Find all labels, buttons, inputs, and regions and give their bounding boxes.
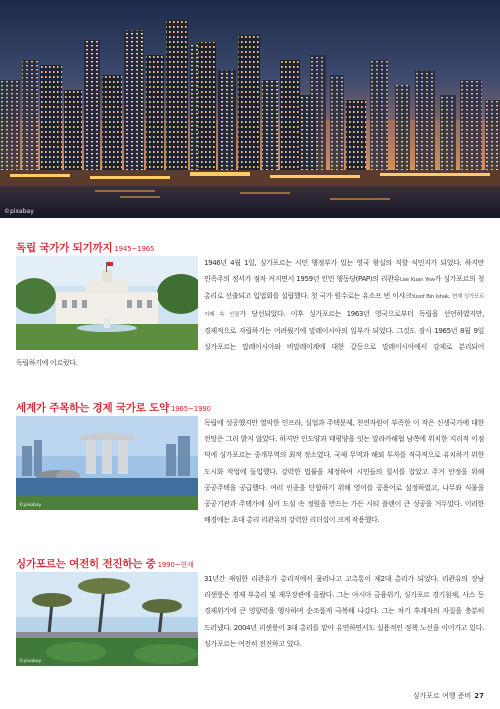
section-title-text: 싱가포르는 여전히 전진하는 중 <box>16 558 156 570</box>
section-independence-yusof-note: Yusof Bin Ishak, 현재 싱가포르 지폐 속 인물 <box>204 294 484 318</box>
section-title-text: 독립 국가가 되기까지 <box>16 242 113 254</box>
section-economy <box>16 400 484 415</box>
section-title <box>16 556 484 571</box>
section-progress <box>16 556 484 571</box>
section-independence-body <box>16 255 484 371</box>
section-economy-text: 독립에 성공했지만 열악한 인프라, 실업과 주택문제, 천연자원이 부족한 이 작은 신생국가에 대한 전망은 그리 밝지 않았다. 하지만 인도양과 태평양을 잇는 말라카해협 남쪽에 위치한 지리적 이점 덕에 싱가포르는 중개무역의 최적 장소였다. 국제 무역과 해외 투자를 적극적으로 유치하기 위한 도시화 작업에 돌입했다. 강력한 법률을 제정하여 시민들의 질서를 잡았고 주거 안정을 위해 공공주택을 공급했다. 여러 인종을 단합하기 위해 영어를 공용어로 설정하였고, 나무와 식물을 공공기관과 주택가에 심어 도심 속 정원을 만드는 가든 시티 플랜이 큰 성공을 거두었다. 이러한 배경에는 초대 총리 리콴유의 강력한 리더십이 크게 작용했다. <box>204 419 484 525</box>
section-title <box>16 240 484 255</box>
section-independence-text-2: 가 싱가포르의 첫 총리로 선출되고 입법회를 설립했다. 첫 국가 원수로는 유소프 빈 이샤크 <box>204 275 484 301</box>
page-footer <box>413 691 484 701</box>
section-progress-text: 31년간 재임한 리콴유가 총리직에서 물러나고 고촉통이 제2대 총리가 되었다. 리콴유의 장남 리센룽은 경제 부총리 및 재무장관에 올랐다. 그는 아시아 금융위기, 싱가포르 경기침체, 사스 등 경제위기에 큰 영향력을 행사하며 순조롭게 극복해 나갔다. 그는 차기 후계자의 자질을 충분히 드러냈다. 2004년 리센룽이 3대 총리를 맡아 유연하면서도 실용적인 정책 노선을 이어가고 있다. 싱가포르는 여전히 전진하고 있다. <box>204 575 484 648</box>
section-independence-lee-en: Lee Kuan Yew <box>400 277 435 284</box>
section-independence-text-1: 1946년 4월 1일, 싱가포르는 시민 행정부가 있는 영국 왕실의 직할 식민지가 되었다. 하지만 민족주의 정서가 점차 커지면서 1959년 인민 행동당(PAP)의 리콴유 <box>204 259 484 284</box>
page-number: 27 <box>474 692 484 700</box>
skyline-illustration <box>0 0 500 218</box>
footer-label: 싱가포르 여행 준비 <box>412 692 472 700</box>
section-period: 1965~1990 <box>171 405 211 413</box>
section-independence <box>16 240 484 255</box>
section-title <box>16 400 484 415</box>
hero-cityscape-photo <box>0 0 500 218</box>
section-progress-body <box>16 571 484 669</box>
hero-photo-credit: ©pixabay <box>4 208 34 215</box>
section-period: 1945~1965 <box>114 245 155 253</box>
marina-photo-credit: ©pixabay <box>19 503 42 508</box>
section-economy-body <box>16 415 484 528</box>
section-period: 1990~현재 <box>157 561 194 569</box>
section-independence-text-3: 가 당선되었다. 이후 싱가포르는 1963년 영국으로부터 독립을 선언하였지만, 경제적으로 자립하기는 어려웠기에 말레이시아의 일부가 되었다. 그것도 잠시 1965년 8월 9일 싱가포르는 말레이시아와 비말레이계에 대한 갈등으로 말레이시아에서 강제로 분리되어 독립하기에 이르렀다. <box>16 309 484 368</box>
gardens-photo-credit: ©pixabay <box>19 659 42 664</box>
section-title-text: 세계가 주목하는 경제 국가로 도약 <box>16 402 170 414</box>
